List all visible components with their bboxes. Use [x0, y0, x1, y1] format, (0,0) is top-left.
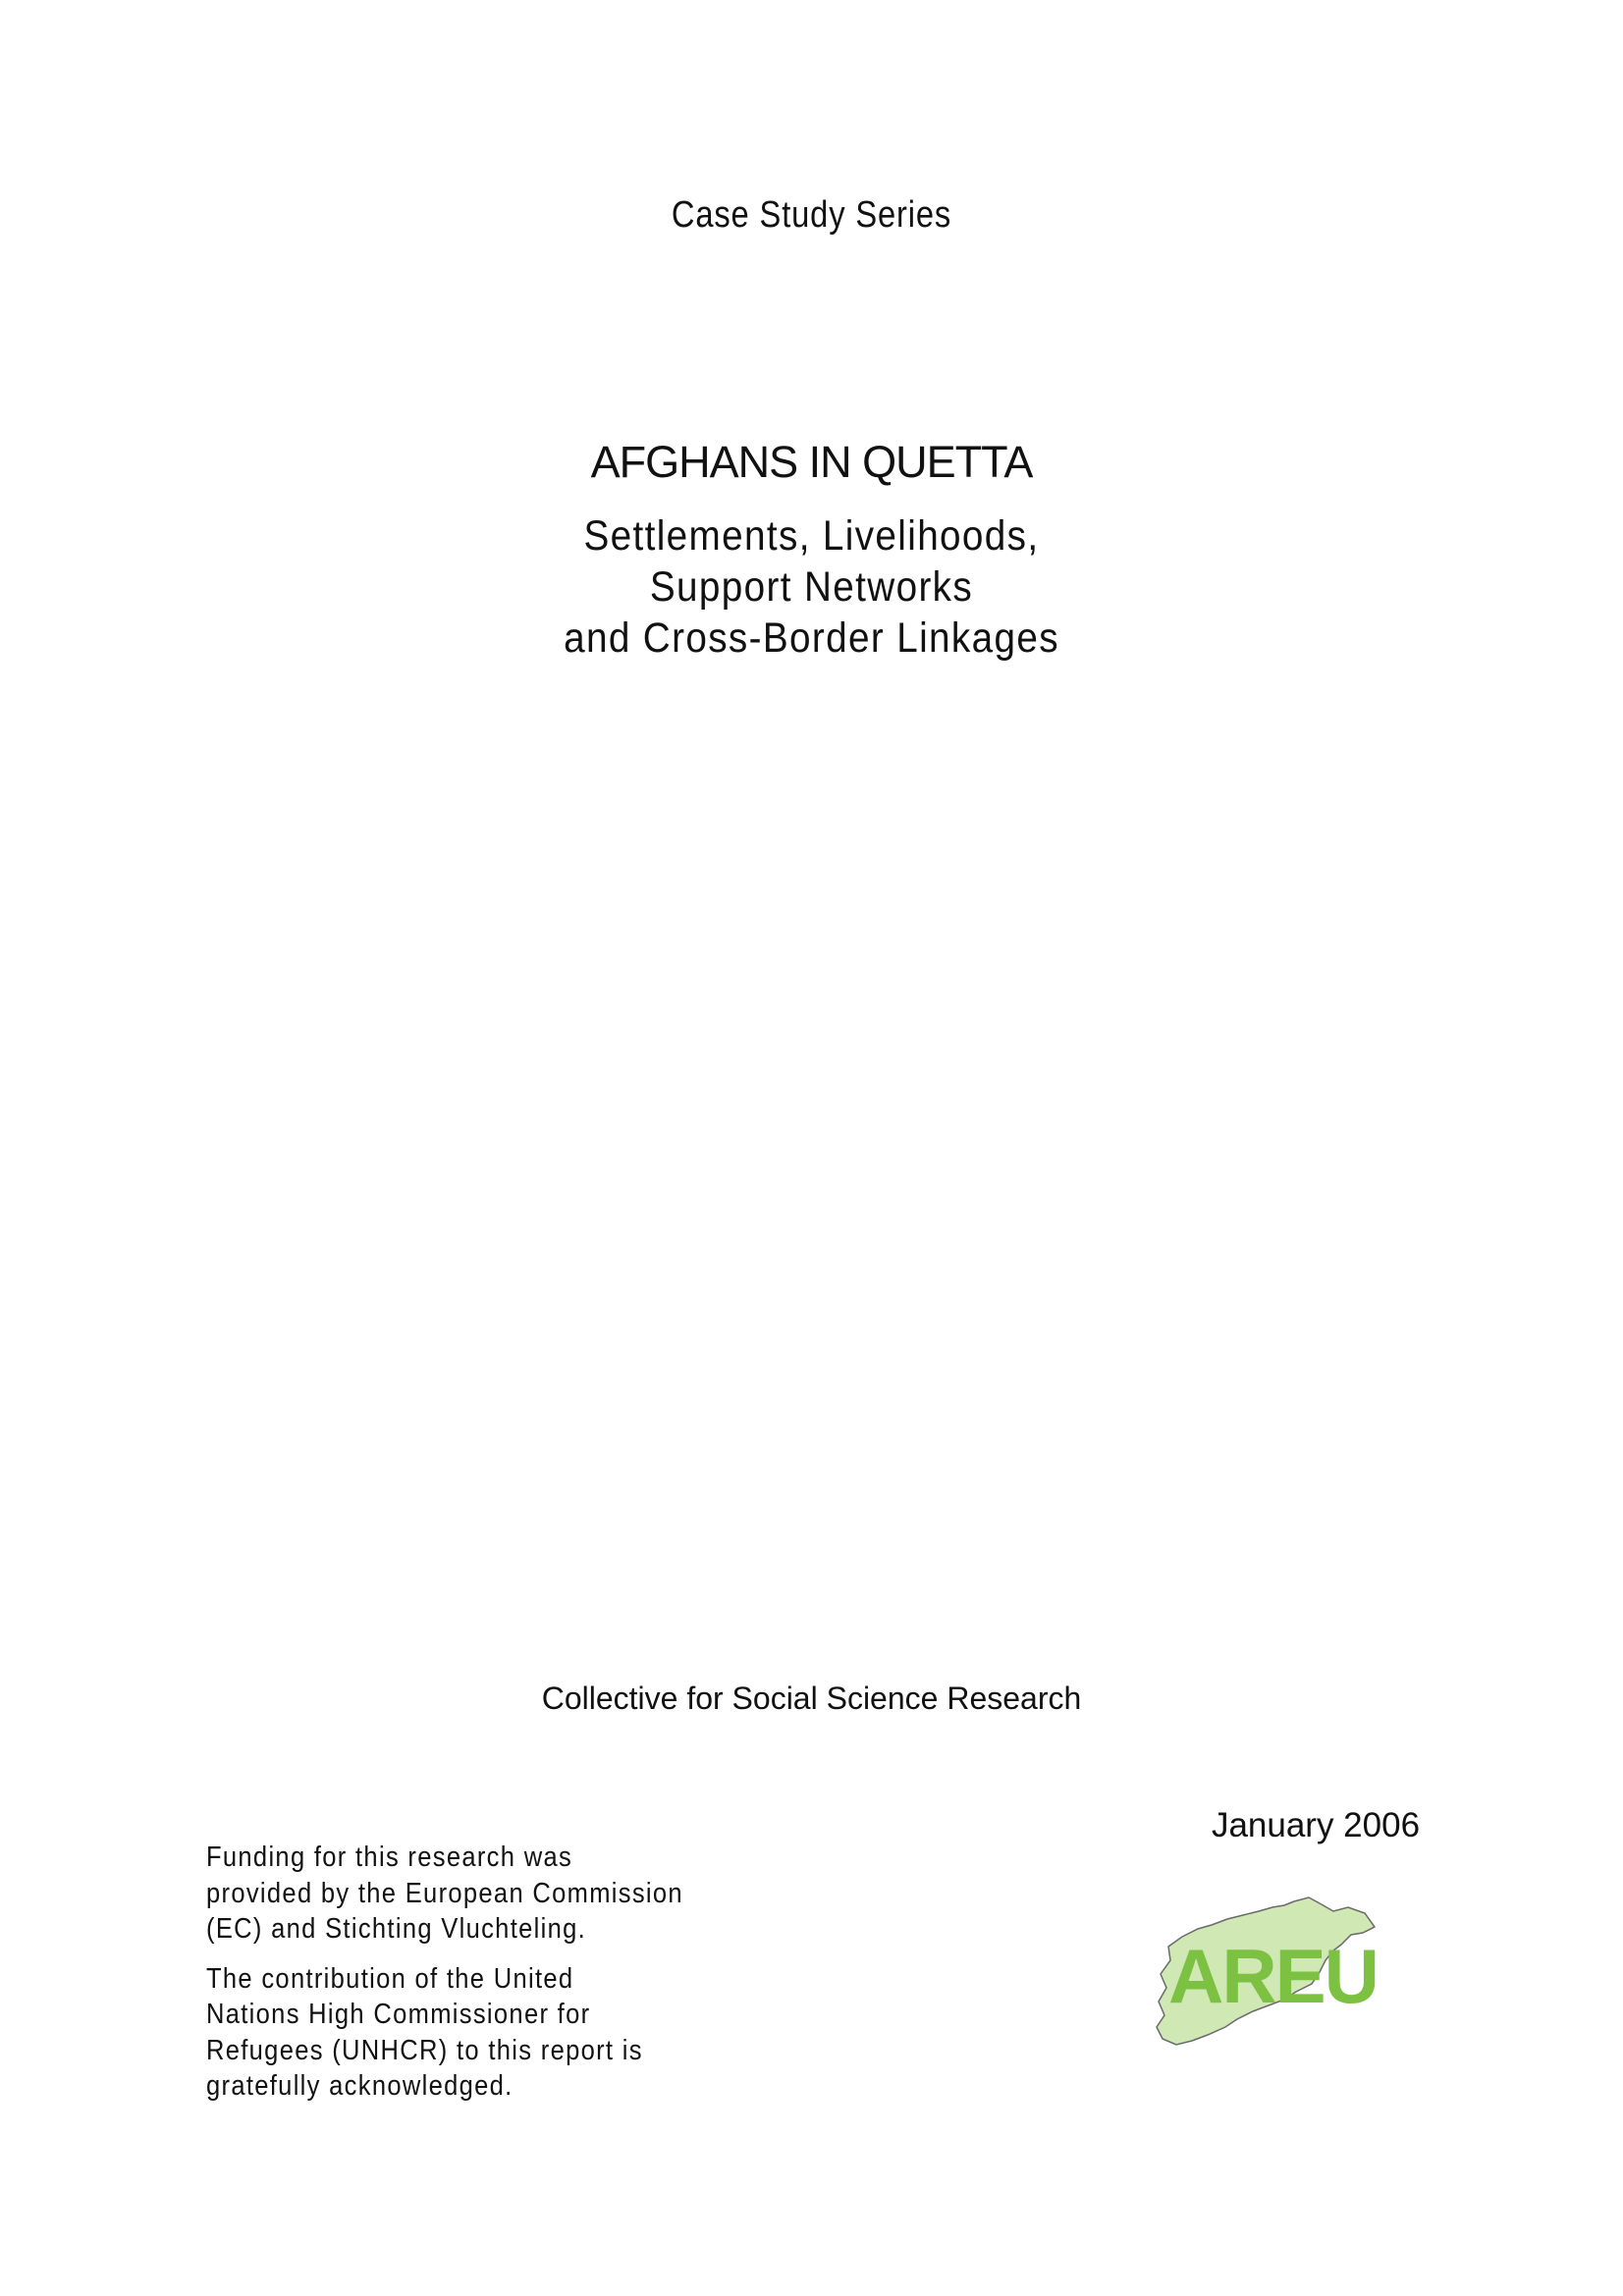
funding-note [206, 1826, 742, 2118]
acknowledgement-line: Nations High Commissioner for [206, 1999, 591, 2030]
acknowledgement-line: gratefully acknowledged. [206, 2070, 514, 2102]
funding-line: Funding for this research was [206, 1842, 573, 1873]
document-subtitle [81, 510, 1542, 664]
funding-line: (EC) and Stichting Vluchteling. [206, 1913, 587, 1945]
funding-line: provided by the European Commission [206, 1877, 683, 1909]
subtitle-line: Support Networks [649, 563, 974, 611]
acknowledgement-line: Refugees (UNHCR) to this report is [206, 2034, 643, 2066]
subtitle-line: and Cross-Border Linkages [564, 614, 1059, 662]
publication-date: January 2006 [1211, 1806, 1421, 1844]
document-title: AFGHANS IN QUETTA [590, 437, 1033, 487]
logo-wordmark: AREU [1168, 1933, 1379, 2019]
acknowledgement-line: The contribution of the United [206, 1962, 574, 1995]
series-label: Case Study Series [671, 194, 952, 236]
subtitle-line: Settlements, Livelihoods, [583, 512, 1040, 560]
organization-name: Collective for Social Science Research [541, 1681, 1082, 1716]
areu-logo [1147, 1890, 1382, 2056]
